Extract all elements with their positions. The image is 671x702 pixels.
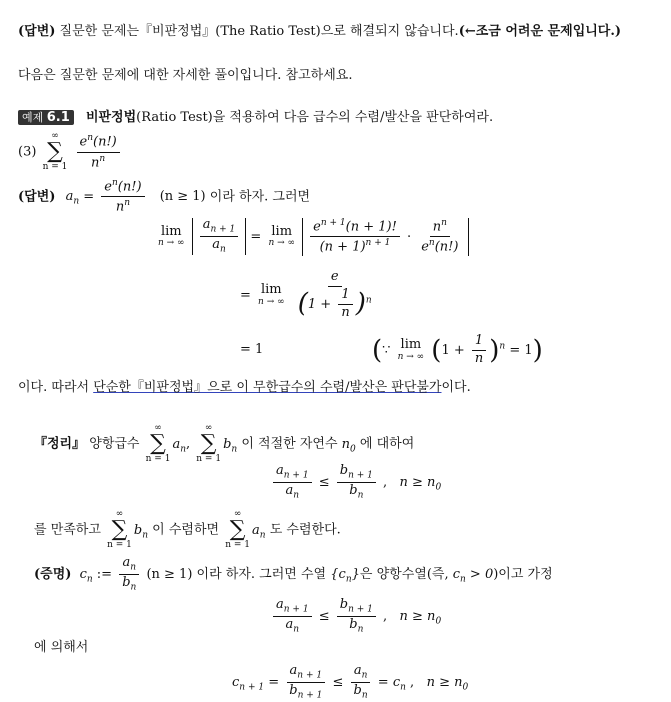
solution-label: (답변) bbox=[18, 189, 56, 205]
proof-def: (증명) $c_n$ := $\frac{a_n}{b_n}$ (n ≥ 1) 이라 하자. 그러면 수열 $\{c_n\}$은 양항수열(즉, $c_n > 0$)이고 가정 bbox=[34, 555, 553, 593]
example-header bbox=[18, 106, 493, 125]
solution-text: 이라 하자. 그러면 bbox=[209, 189, 311, 205]
solution-cond: (n ≥ 1) bbox=[159, 189, 206, 205]
example-badge: 예제 6.1 bbox=[18, 110, 74, 125]
theorem-conclusion: 를 만족하고 ∞ ∑ n = 1 $b_n$ 이 수렴하면 ∞ ∑ n = 1 $a_n$ 도 수렴한다. bbox=[34, 509, 341, 550]
theorem-inequality: $\frac{a_{n + 1}}{a_n}$ ≤ $\frac{b_{n + 1}}{b_n}$ , $n \ge n_0$ bbox=[270, 464, 441, 501]
theorem-label: 『정리』 bbox=[34, 436, 86, 452]
answer-note: (←조금 어려운 문제입니다.) bbox=[458, 24, 622, 39]
theorem-statement: 『정리』 양항급수 ∞ ∑ n = 1 $a_n$, ∞ ∑ n = 1 $b_n$ 이 적절한 자연수 $n_0$ 에 대하여 bbox=[34, 423, 415, 464]
conclusion-underlined: 단순한『비판정법』으로 이 무한급수의 수렴/발산은 판단불가 bbox=[93, 380, 442, 395]
proof-chain: $c_{n + 1}$ = $\frac{a_{n + 1}}{b_{n + 1}}$ ≤ $\frac{a_n}{b_n}$ = $c_n$ , $n \ge n_0$ bbox=[232, 663, 469, 701]
limit-result: = 1 bbox=[240, 342, 264, 357]
solution-def: (답변) $a_n$ = $\frac{e^n(n!)}{n^n}$ (n ≥ 1) 이라 하자. 그러면 bbox=[18, 178, 311, 215]
sum-symbol: ∞ ∑ n = 1 bbox=[42, 131, 68, 172]
example-title: 비판정법 bbox=[85, 110, 137, 125]
series-term: $\frac{e^n(n!)}{n^n}$ bbox=[77, 133, 120, 171]
limit-line-1: lim n → ∞ $\frac{a_{n + 1}}{a_n}$ = lim n → ∞ $\frac{e^{n + 1}(n + 1)!}{(n + 1)^{n + 1}}$ · $\frac{n^n}{e^n(n!)}$ bbox=[155, 218, 469, 256]
limit-line-2: = lim n → ∞ e (1 + $\frac{1}{n}$ )$^n$ bbox=[240, 269, 372, 320]
example-title-rest: (Ratio Test)을 적용하여 다음 급수의 수렴/발산을 판단하여라. bbox=[136, 110, 494, 125]
proof-by: 에 의해서 bbox=[34, 640, 89, 655]
conclusion: 이다. 따라서 단순한『비판정법』으로 이 무한급수의 수렴/발산은 판단불가이다. bbox=[18, 380, 471, 395]
proof-label: (증명) bbox=[34, 566, 72, 582]
answer-text: 질문한 문제는『비판정법』(The Ratio Test)으로 해결되지 않습니다. bbox=[55, 24, 459, 39]
answer-label: (답변) bbox=[18, 24, 56, 39]
intro-text: 다음은 질문한 문제에 대한 자세한 풀이입니다. 참고하세요. bbox=[18, 68, 353, 83]
example-item-number: (3) bbox=[18, 144, 37, 160]
example-series bbox=[18, 132, 123, 172]
proof-inequality: $\frac{a_{n + 1}}{a_n}$ ≤ $\frac{b_{n + 1}}{b_n}$ , $n \ge n_0$ bbox=[270, 598, 441, 635]
answer-header bbox=[18, 20, 621, 39]
because-note: (∵ lim n → ∞ (1 + $\frac{1}{n}$ )$^n$ = 1) bbox=[372, 333, 543, 366]
